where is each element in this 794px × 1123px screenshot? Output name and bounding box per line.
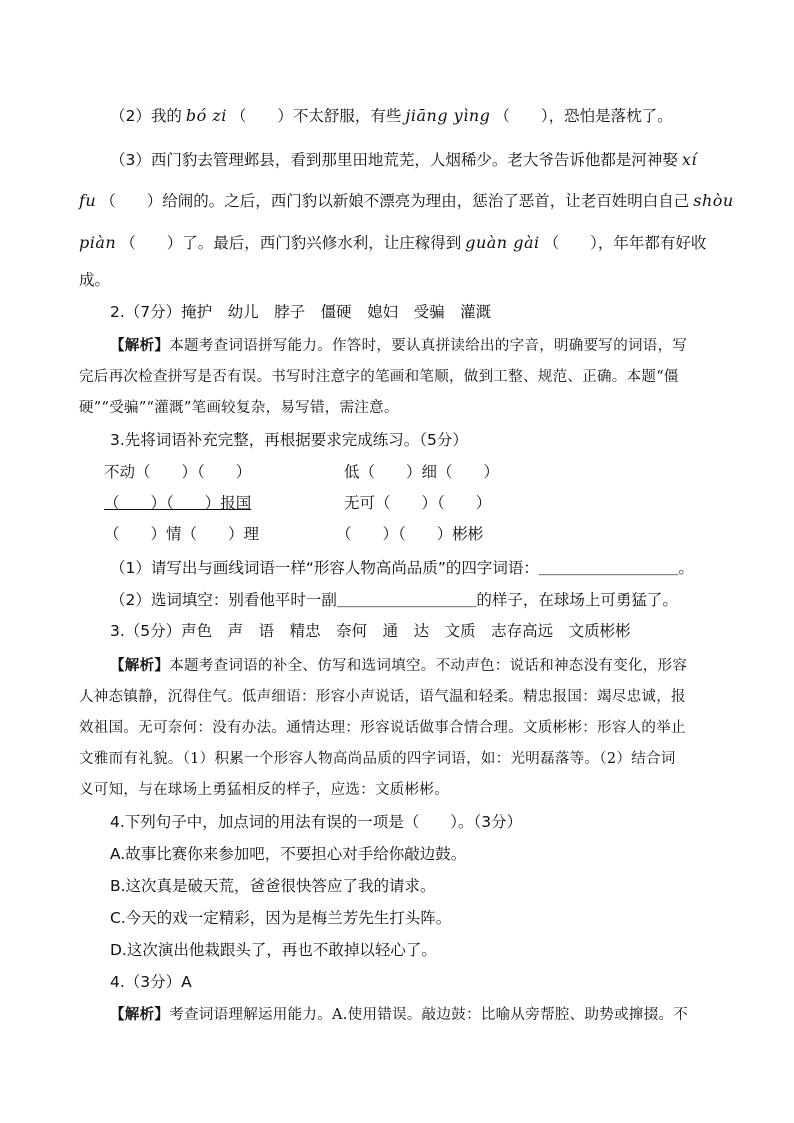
question-3-title: 3.先将词语补充完整，再根据要求完成练习。（5分） xyxy=(110,431,468,449)
q1-item3-line3 xyxy=(79,233,706,253)
q1-item3-line2 xyxy=(79,191,738,211)
q3-sub-2: （2）选词填空：别看他平时一副＿＿＿＿＿＿＿＿＿的样子，在球场上可勇猛了。 xyxy=(110,591,678,609)
answer-4: 4.（3分）A xyxy=(110,973,192,991)
q1-item2-b: （ ）不太舒服，有些 xyxy=(230,107,402,125)
q3-sub-1: （1）请写出与画线词语一样“形容人物高尚品质”的四字词语：＿＿＿＿＿＿＿＿＿。 xyxy=(110,559,694,577)
explanation-tag: 【解析】 xyxy=(110,657,170,674)
explanation-2-line3: 硬”“受骗”“灌溉”笔画较复杂，易写错，需注意。 xyxy=(79,400,399,416)
q3-word-3-underlined: （ ）（ ）报国 xyxy=(104,494,252,512)
pinyin-xi: xí xyxy=(681,150,698,169)
q3-word-5: （ ）情（ ）理 xyxy=(104,525,260,543)
q1-item2-a: （2）我的 xyxy=(110,107,182,125)
explanation-3-line1: 【解析】本题考查词语的补全、仿写和选词填空。不动声色：说话和神态没有变化，形容 xyxy=(110,657,688,674)
pinyin-guangai: guàn gài xyxy=(465,233,540,252)
pinyin-fu: fu xyxy=(79,191,97,210)
pinyin-pian: piàn xyxy=(79,233,117,252)
explanation-3-line4: 文雅而有礼貌。（1）积累一个形容人物高尚品质的四字词语，如：光明磊落等。（2）结合词 xyxy=(79,751,676,767)
q1-item3-line4: 成。 xyxy=(79,271,111,289)
q3-word-1: 不动（ ）（ ） xyxy=(104,463,252,481)
explanation-3-line3: 效祖国。无可奈何：没有办法。通情达理：形容说话做事合情合理。文质彬彬：形容人的举止 xyxy=(79,720,686,736)
q1-item2-c: （ ），恐怕是落枕了。 xyxy=(494,107,673,125)
pinyin-shou: shòu xyxy=(693,191,734,210)
explanation-4-line1: 【解析】考查词语理解运用能力。A.使用错误。敲边鼓：比喻从旁帮腔、助势或撺掇。不 xyxy=(110,1006,689,1023)
q3-word-6: （ ）（ ）彬彬 xyxy=(336,525,484,543)
q1-item3-text3: （ ）了。最后，西门豹兴修水利，让庄稼得到 xyxy=(120,234,462,252)
q3-word-2: 低（ ）细（ ） xyxy=(344,463,500,481)
explanation-3-line2: 人神态镇静，沉得住气。低声细语：形容小声说话，语气温和轻柔。精忠报国：竭尽忠诚，报 xyxy=(79,689,686,705)
q4-option-b: B.这次真是破天荒，爸爸很快答应了我的请求。 xyxy=(110,877,436,895)
explanation-3-line5: 义可知，与在球场上勇猛相反的样子，应选：文质彬彬。 xyxy=(79,782,449,798)
explanation-2-line2: 完后再次检查拼写是否有误。书写时注意字的笔画和笔顺，做到工整、规范、正确。本题“僵 xyxy=(79,369,679,385)
q4-option-d: D.这次演出他栽跟头了，再也不敢掉以轻心了。 xyxy=(110,941,437,959)
q4-option-a: A.故事比赛你来参加吧，不要担心对手给你敲边鼓。 xyxy=(110,845,467,863)
q4-option-c: C.今天的戏一定精彩，因为是梅兰芳先生打头阵。 xyxy=(110,909,452,927)
q1-item2 xyxy=(110,106,673,126)
explanation-2-line1: 【解析】本题考查词语拼写能力。作答时，要认真拼读给出的字音，明确要写的词语，写 xyxy=(110,337,688,354)
explanation-tag: 【解析】 xyxy=(110,1006,170,1023)
answer-2: 2.（7分）掩护 幼儿 脖子 僵硬 媳妇 受骗 灌溉 xyxy=(110,303,492,321)
q1-item3-text1: （3）西门豹去管理邺县，看到那里田地荒芜，人烟稀少。老大爷告诉他都是河神娶 xyxy=(110,151,678,169)
question-4-title: 4.下列句子中，加点词的用法有误的一项是（ ）。（3分） xyxy=(110,813,523,831)
answer-3: 3.（5分）声色 声 语 精忠 奈何 通 达 文质 志存高远 文质彬彬 xyxy=(110,622,631,640)
explanation-tag: 【解析】 xyxy=(110,337,170,354)
q3-word-4: 无可（ ）（ ） xyxy=(344,494,492,512)
q1-item3-line1 xyxy=(110,150,701,170)
q1-item3-text4: （ ），年年都有好收 xyxy=(543,234,707,252)
q1-item3-text2: （ ）给闹的。之后，西门豹以新娘不漂亮为理由，惩治了恶首，让老百姓明白自己 xyxy=(100,192,690,210)
pinyin-bozi: bó zi xyxy=(185,106,227,125)
pinyin-jiangying: jiāng yìng xyxy=(405,106,491,125)
